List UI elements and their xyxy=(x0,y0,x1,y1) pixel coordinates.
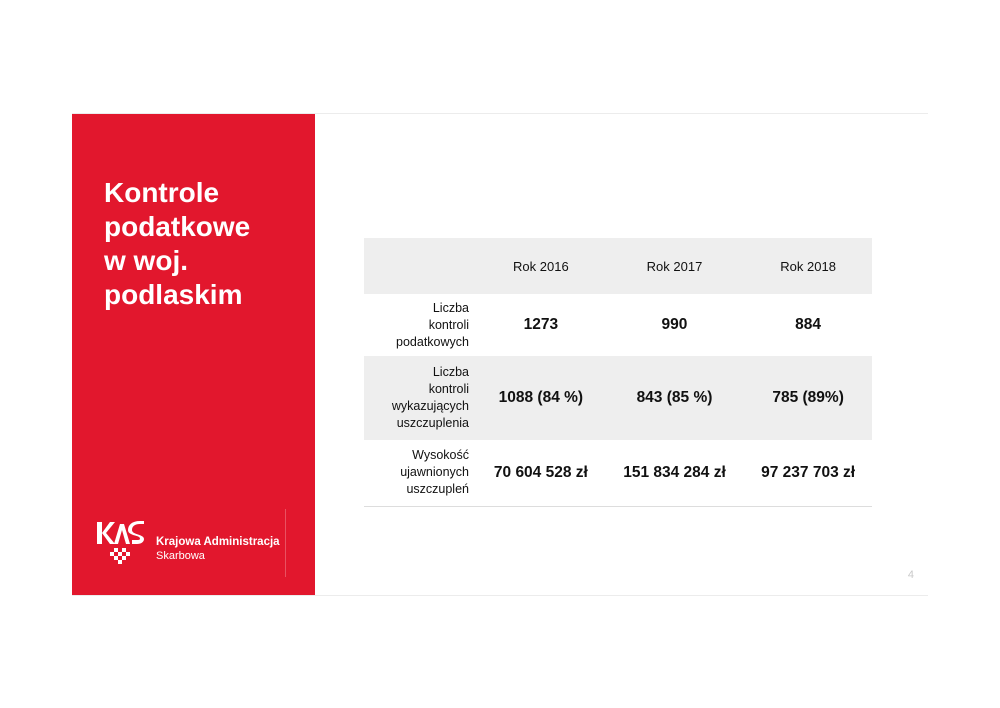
row-label xyxy=(364,356,477,440)
row-label-line: uszczupleń xyxy=(406,482,469,497)
slide-title-line: podlaskim xyxy=(104,279,243,310)
table-cell: 1273 xyxy=(523,316,559,333)
table-row xyxy=(364,440,872,506)
table-header-cell: Rok 2017 xyxy=(646,258,703,274)
kas-logo xyxy=(96,518,306,568)
logo-name: Krajowa Administracja xyxy=(156,536,280,548)
logo-subname: Skarbowa xyxy=(156,550,205,562)
table-header-cell: Rok 2016 xyxy=(513,258,569,274)
row-label-line: wykazujących xyxy=(391,399,469,413)
row-label-line: podatkowych xyxy=(396,334,469,349)
table-row xyxy=(364,356,872,440)
table-cell: 843 (85 %) xyxy=(636,389,713,406)
table-header-cell: Rok 2018 xyxy=(780,258,836,274)
slide-title-line: Kontrole xyxy=(104,177,220,208)
title-panel xyxy=(72,114,315,595)
table-cell: 1088 (84 %) xyxy=(498,389,584,406)
slide-title-line: podatkowe xyxy=(104,211,251,242)
table-header-row xyxy=(364,238,872,294)
row-label-line: Liczba xyxy=(432,300,469,315)
tax-audit-table xyxy=(364,238,872,507)
slide xyxy=(72,113,928,596)
table-cell: 97 237 703 zł xyxy=(761,463,856,481)
table-cell: 785 (89%) xyxy=(772,389,844,406)
table-cell: 990 xyxy=(661,316,688,333)
table-cell: 151 834 284 zł xyxy=(623,463,726,481)
table-cell: 70 604 528 zł xyxy=(493,463,588,481)
row-label xyxy=(364,294,477,356)
table-header-cell xyxy=(364,238,477,294)
row-label-line: Wysokość xyxy=(412,448,469,463)
slide-title-line: w woj. xyxy=(104,245,188,276)
row-label xyxy=(364,440,477,506)
row-label-line: uszczuplenia xyxy=(396,416,469,430)
row-label-line: kontroli xyxy=(428,382,469,396)
table-row xyxy=(364,294,872,356)
slide-title xyxy=(104,176,304,312)
row-label-line: ujawnionych xyxy=(400,465,469,480)
page-number: 4 xyxy=(907,569,914,581)
row-label-line: Liczba xyxy=(432,365,469,379)
row-label-line: kontroli xyxy=(428,317,469,332)
kas-logo-icon xyxy=(96,518,152,564)
table-cell: 884 xyxy=(795,316,822,333)
